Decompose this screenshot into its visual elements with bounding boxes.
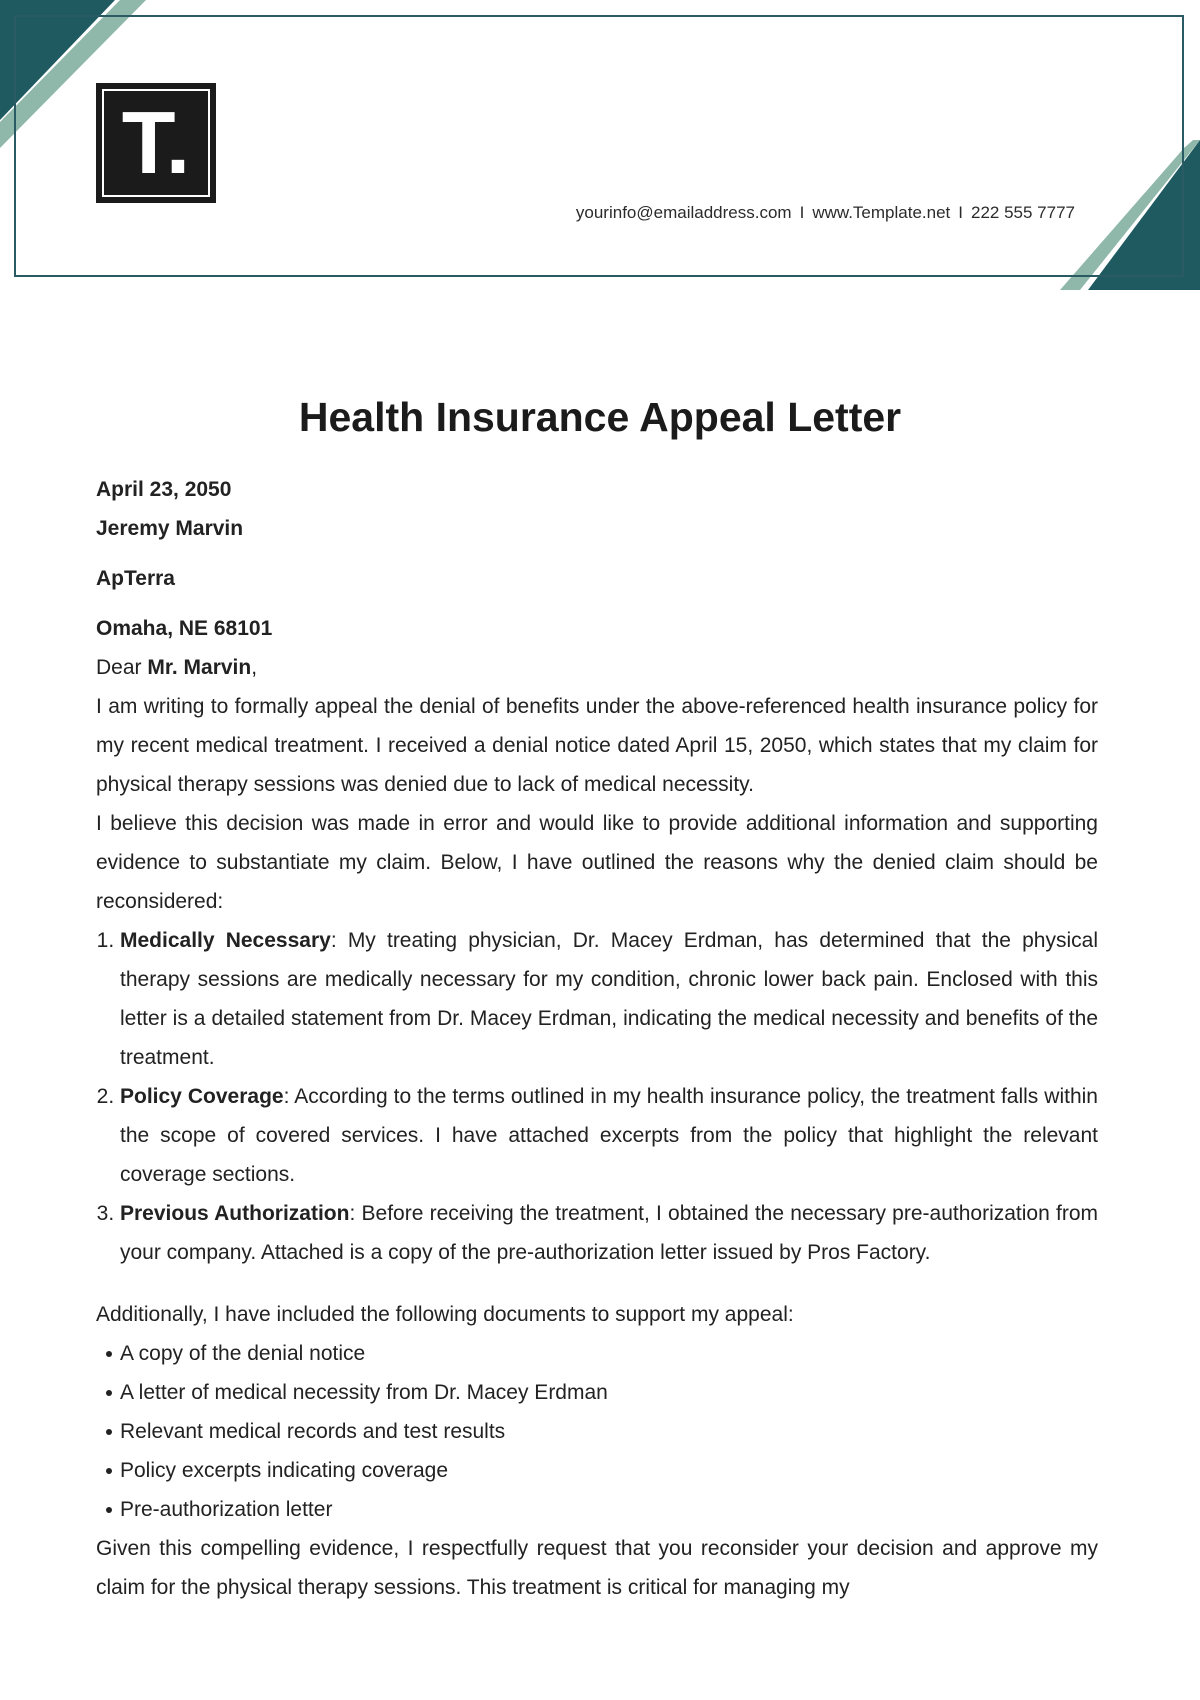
contact-separator: I xyxy=(958,203,963,222)
list-item: Relevant medical records and test results xyxy=(120,1412,1098,1451)
list-item: A copy of the denial notice xyxy=(120,1334,1098,1373)
letter-date: April 23, 2050 xyxy=(96,478,232,501)
reason-text: : Before receiving the treatment, I obtained the necessary pre-authorization from your company. Attached is a copy of the pre-authorization letter issued by Pros Factory. xyxy=(120,1202,1098,1264)
contact-separator: I xyxy=(799,203,805,222)
reason-text: : My treating physician, Dr. Macey Erdman, has determined that the physical therapy sessions are medically necessary for my condition, chronic lower back pain. Enclosed with this letter is a detailed statement from Dr. Macey Erdman, indicating the medical necessity and benefits of the treatment. xyxy=(120,929,1099,1069)
reason-heading: Previous Authorization xyxy=(120,1202,350,1225)
salutation xyxy=(96,648,1098,687)
paragraph-1: I am writing to formally appeal the denial of benefits under the above-referenced health insurance policy for my recent medical treatment. I received a denial notice dated April 15, 2050, which states that my claim for physical therapy sessions was denied due to lack of medical necessity. xyxy=(96,695,1098,796)
letter-body xyxy=(96,470,1098,1607)
recipient-address: Omaha, NE 68101 xyxy=(96,617,273,640)
contact-phone[interactable]: 222 555 7777 xyxy=(971,203,1075,222)
logo-letter: T. xyxy=(121,93,191,192)
list-item: Pre-authorization letter xyxy=(120,1490,1098,1529)
reason-text: : According to the terms outlined in my health insurance policy, the treatment falls within the scope of covered services. I have attached excerpts from the policy that highlight the relevant coverage sections. xyxy=(120,1085,1098,1186)
list-item xyxy=(120,1077,1098,1194)
list-item: Policy excerpts indicating coverage xyxy=(120,1451,1098,1490)
list-item: A letter of medical necessity from Dr. Macey Erdman xyxy=(120,1373,1098,1412)
recipient-name: Jeremy Marvin xyxy=(96,517,244,540)
list-item xyxy=(120,921,1098,1077)
salutation-name: Mr. Marvin xyxy=(147,656,252,679)
paragraph-2: I believe this decision was made in error and would like to provide additional information and supporting evidence to substantiate my claim. Below, I have outlined the reasons why the denied claim should be reconsidered: xyxy=(96,812,1098,913)
reason-heading: Medically Necessary xyxy=(120,929,331,952)
closing-paragraph: Given this compelling evidence, I respectfully request that you reconsider your decision and approve my claim for the physical therapy sessions. This treatment is critical for managing my xyxy=(96,1537,1098,1599)
reason-heading: Policy Coverage xyxy=(120,1085,284,1108)
documents-list xyxy=(96,1334,1098,1529)
salutation-suffix: , xyxy=(251,656,258,679)
logo xyxy=(96,83,216,203)
salutation-prefix: Dear xyxy=(96,656,148,679)
list-item xyxy=(120,1194,1098,1272)
contact-website[interactable]: www.Template.net xyxy=(812,203,951,222)
reasons-list xyxy=(96,921,1098,1272)
contact-info xyxy=(576,203,1075,223)
contact-email[interactable]: yourinfo@emailaddress.com xyxy=(575,203,792,222)
recipient-company: ApTerra xyxy=(96,567,175,590)
letter-title: Health Insurance Appeal Letter xyxy=(298,394,902,440)
documents-intro: Additionally, I have included the following documents to support my appeal: xyxy=(96,1303,794,1326)
